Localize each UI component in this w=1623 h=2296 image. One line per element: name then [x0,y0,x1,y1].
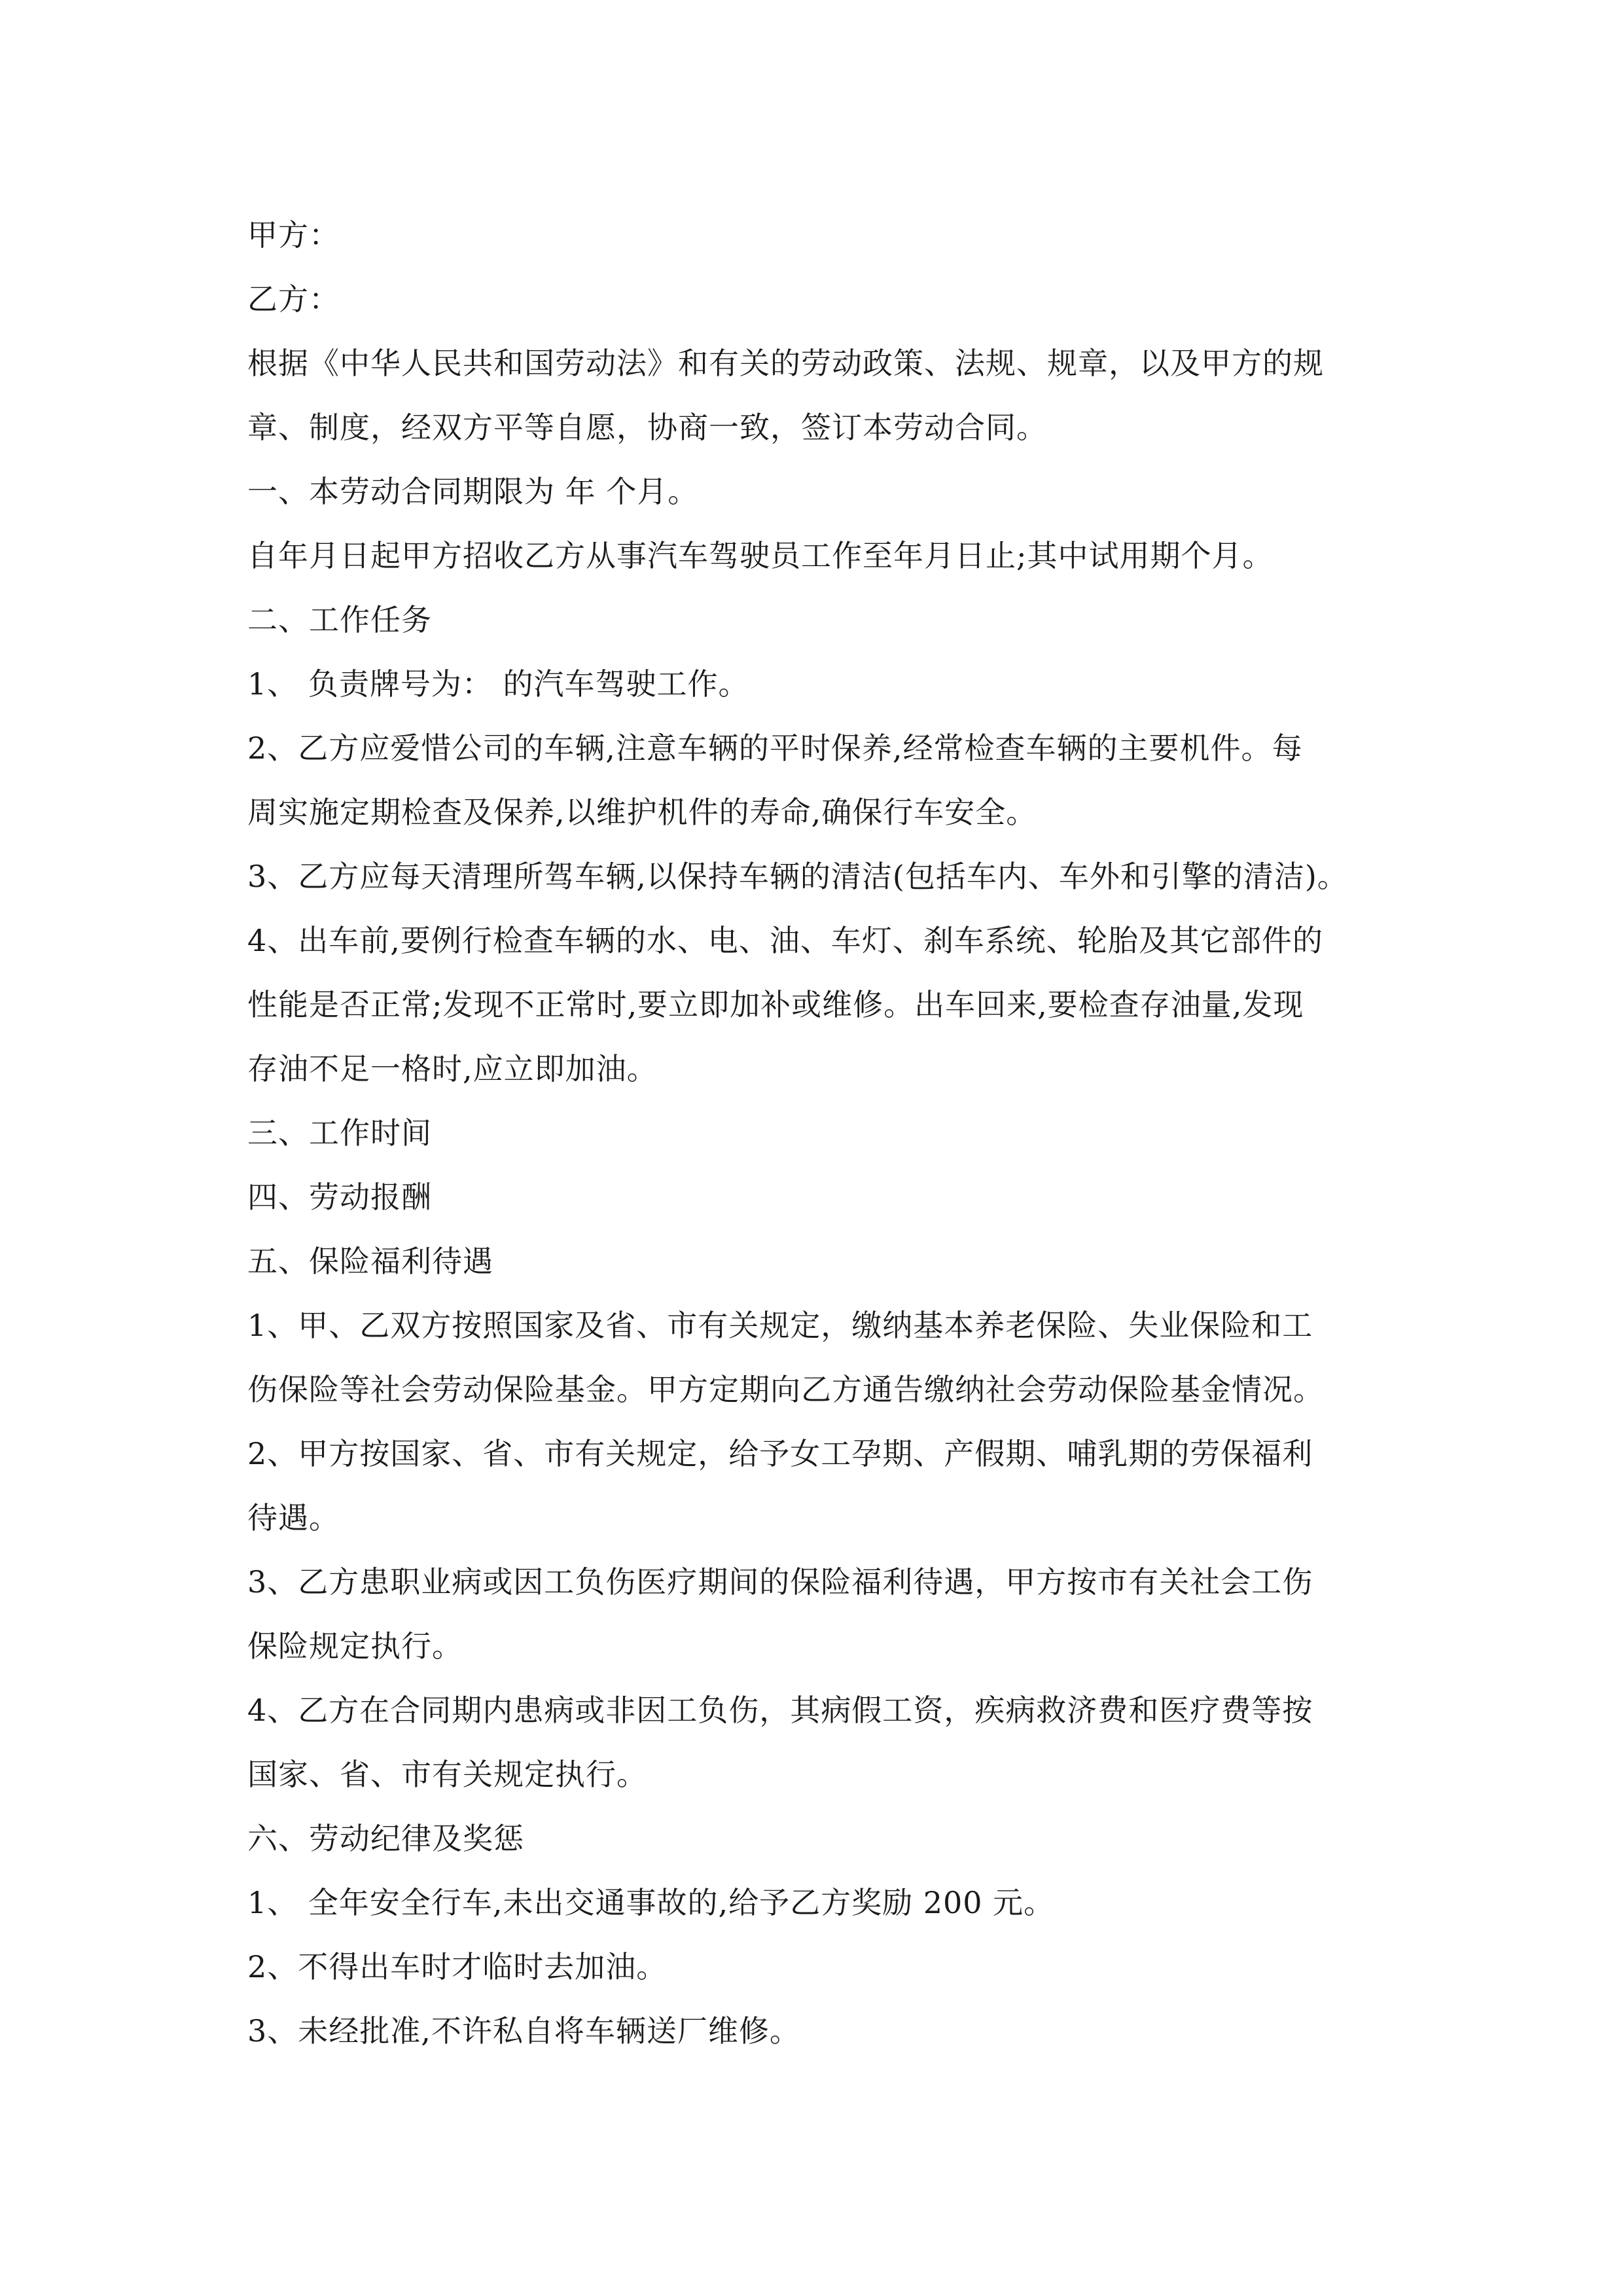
party-b-label: 乙方： [247,281,340,317]
task-item-4-line-1: 4、出车前,要例行检查车辆的水、电、油、车灯、刹车系统、轮胎及其它部件的 [247,923,1323,958]
section-4-heading: 四、劳动报酬 [247,1179,432,1215]
welfare-item-2-line-1: 2、甲方按国家、省、市有关规定，给予女工孕期、产假期、哺乳期的劳保福利 [247,1436,1313,1471]
task-item-2-line-1: 2、乙方应爱惜公司的车辆,注意车辆的平时保养,经常检查车辆的主要机件。每 [247,730,1303,766]
discipline-item-2: 2、不得出车时才临时去加油。 [247,1949,668,1984]
discipline-item-1: 1、 全年安全行车,未出交通事故的,给予乙方奖励 200 元。 [247,1885,1055,1920]
section-2-heading: 二、工作任务 [247,602,432,637]
welfare-item-1-line-1: 1、甲、乙双方按照国家及省、市有关规定，缴纳基本养老保险、失业保险和工 [247,1308,1313,1343]
discipline-item-3: 3、未经批准,不许私自将车辆送厂维修。 [247,2013,800,2049]
welfare-item-4-line-1: 4、乙方在合同期内患病或非因工负伤，其病假工资，疾病救济费和医疗费等按 [247,1693,1313,1728]
task-item-2-line-2: 周实施定期检查及保养,以维护机件的寿命,确保行车安全。 [247,795,1037,830]
task-item-4-line-3: 存油不足一格时,应立即加油。 [247,1051,658,1086]
welfare-item-3-line-1: 3、乙方患职业病或因工负伤医疗期间的保险福利待遇，甲方按市有关社会工伤 [247,1564,1313,1600]
section-3-heading: 三、工作时间 [247,1115,432,1151]
welfare-item-3-line-2: 保险规定执行。 [247,1628,463,1664]
welfare-item-1-line-2: 伤保险等社会劳动保险基金。甲方定期向乙方通告缴纳社会劳动保险基金情况。 [247,1372,1324,1407]
task-item-4-line-2: 性能是否正常;发现不正常时,要立即加补或维修。出车回来,要检查存油量,发现 [247,987,1304,1022]
contract-body [247,203,1425,2063]
preamble-line-1: 根据《中华人民共和国劳动法》和有关的劳动政策、法规、规章，以及甲方的规 [247,346,1324,381]
welfare-item-2-line-2: 待遇。 [247,1500,340,1535]
party-a-label: 甲方： [247,217,340,253]
section-1-heading: 一、本劳动合同期限为 年 个月。 [247,474,699,509]
preamble-line-2: 章、制度，经双方平等自愿，协商一致，签订本劳动合同。 [247,410,1047,445]
section-6-heading: 六、劳动纪律及奖惩 [247,1821,524,1856]
section-5-heading: 五、保险福利待遇 [247,1244,493,1279]
task-item-1: 1、 负责牌号为： 的汽车驾驶工作。 [247,666,749,702]
task-item-3: 3、乙方应每天清理所驾车辆,以保持车辆的清洁(包括车内、车外和引擎的清洁)。 [247,859,1348,894]
section-1-text: 自年月日起甲方招收乙方从事汽车驾驶员工作至年月日止;其中试用期个月。 [247,538,1274,573]
welfare-item-4-line-2: 国家、省、市有关规定执行。 [247,1757,647,1792]
